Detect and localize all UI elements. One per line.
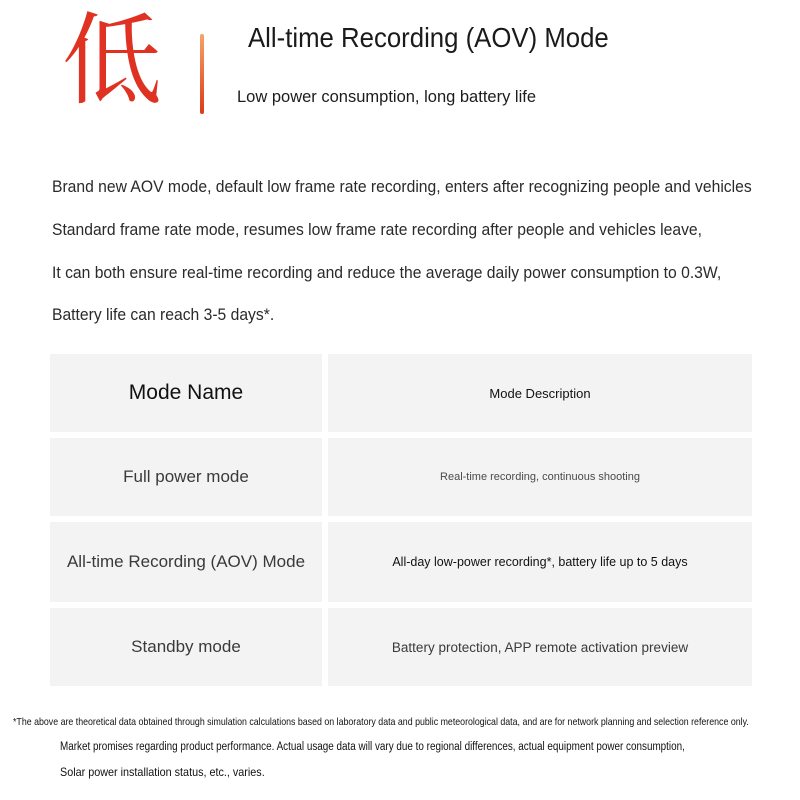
footnote: Market promises regarding product performance. Actual usage data will vary due to regional differences, actual equipment power consumption, bbox=[60, 741, 685, 753]
footnote: *The above are theoretical data obtained through simulation calculations based on laboratory data and public meteorological data, and are for network planning and selection reference only. bbox=[13, 716, 749, 728]
logo-divider bbox=[200, 34, 204, 114]
table-cell-mode-name: Standby mode bbox=[50, 608, 322, 686]
table-cell-mode-description: Real-time recording, continuous shooting bbox=[328, 438, 752, 516]
intro-line: Battery life can reach 3-5 days*. bbox=[52, 306, 275, 324]
page-title: All-time Recording (AOV) Mode bbox=[248, 22, 609, 53]
table-cell-mode-name: All-time Recording (AOV) Mode bbox=[50, 522, 322, 602]
table-header-mode-description: Mode Description bbox=[328, 354, 752, 432]
logo-character: 低 bbox=[62, 2, 162, 119]
intro-line: Standard frame rate mode, resumes low frame rate recording after people and vehicles leave, bbox=[52, 221, 702, 239]
intro-line: Brand new AOV mode, default low frame rate recording, enters after recognizing people and vehicles bbox=[52, 178, 752, 196]
table-header-mode-name: Mode Name bbox=[50, 354, 322, 432]
footnote: Solar power installation status, etc., varies. bbox=[60, 765, 265, 779]
mode-table bbox=[48, 352, 754, 688]
table-cell-mode-name: Full power mode bbox=[50, 438, 322, 516]
table-cell-mode-description: All-day low-power recording*, battery life up to 5 days bbox=[328, 522, 752, 602]
intro-line: It can both ensure real-time recording and reduce the average daily power consumption to 0.3W, bbox=[52, 264, 722, 282]
table-cell-mode-description: Battery protection, APP remote activation preview bbox=[328, 608, 752, 686]
page-subtitle: Low power consumption, long battery life bbox=[237, 88, 536, 106]
